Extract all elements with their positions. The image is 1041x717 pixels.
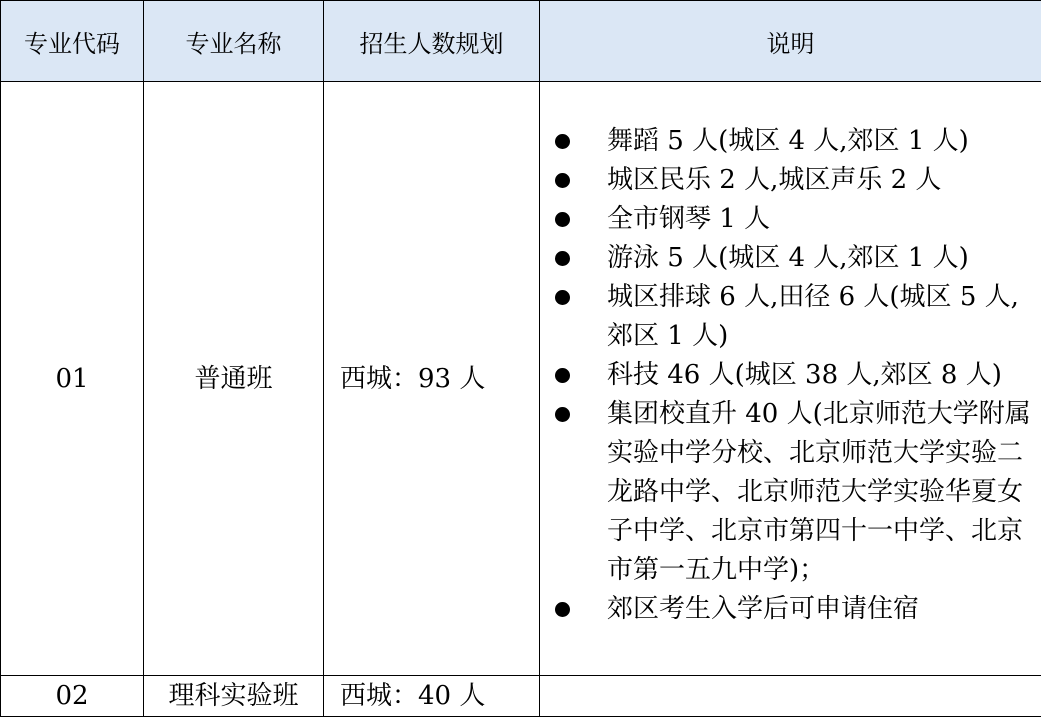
list-item <box>540 278 1041 356</box>
cell-notes <box>540 82 1041 676</box>
list-item <box>540 161 1041 200</box>
bullet-icon <box>555 173 570 188</box>
note-text: 全市钢琴 1 人 <box>607 204 771 234</box>
header-name: 专业名称 <box>144 1 324 82</box>
note-text: 城区民乐 2 人,城区声乐 2 人 <box>607 165 942 195</box>
note-text: 城区排球 6 人,田径 6 人(城区 5 人,郊区 1 人) <box>607 282 1019 351</box>
table-row <box>1 676 1041 717</box>
bullet-icon <box>555 368 570 383</box>
bullet-icon <box>555 407 570 422</box>
header-code: 专业代码 <box>1 1 144 82</box>
note-text: 集团校直升 40 人(北京师范大学附属实验中学分校、北京师范大学实验二龙路中学、北京师范大学实验华夏女子中学、北京市第四十一中学、北京市第一五九中学)； <box>607 399 1031 585</box>
table-header-row <box>1 1 1041 82</box>
header-notes: 说明 <box>540 1 1041 82</box>
bullet-icon <box>555 212 570 227</box>
cell-code: 01 <box>1 82 144 676</box>
cell-code: 02 <box>1 676 144 717</box>
cell-name: 理科实验班 <box>144 676 324 717</box>
header-plan: 招生人数规划 <box>324 1 540 82</box>
bullet-icon <box>555 602 570 617</box>
table-row <box>1 82 1041 676</box>
list-item <box>540 356 1041 395</box>
cell-notes <box>540 676 1041 717</box>
cell-plan: 西城：40 人 <box>324 676 540 717</box>
list-item <box>540 122 1041 161</box>
list-item <box>540 200 1041 239</box>
note-text: 科技 46 人(城区 38 人,郊区 8 人) <box>607 360 1002 390</box>
cell-plan: 西城：93 人 <box>324 82 540 676</box>
note-text: 郊区考生入学后可申请住宿 <box>607 594 920 624</box>
list-item <box>540 239 1041 278</box>
notes-list <box>540 122 1041 635</box>
cell-name: 普通班 <box>144 82 324 676</box>
bullet-icon <box>555 251 570 266</box>
bullet-icon <box>555 134 570 149</box>
bullet-icon <box>555 290 570 305</box>
list-item <box>540 395 1041 590</box>
note-text: 舞蹈 5 人(城区 4 人,郊区 1 人) <box>607 126 969 156</box>
list-item <box>540 590 1041 629</box>
note-text: 游泳 5 人(城区 4 人,郊区 1 人) <box>607 243 969 273</box>
